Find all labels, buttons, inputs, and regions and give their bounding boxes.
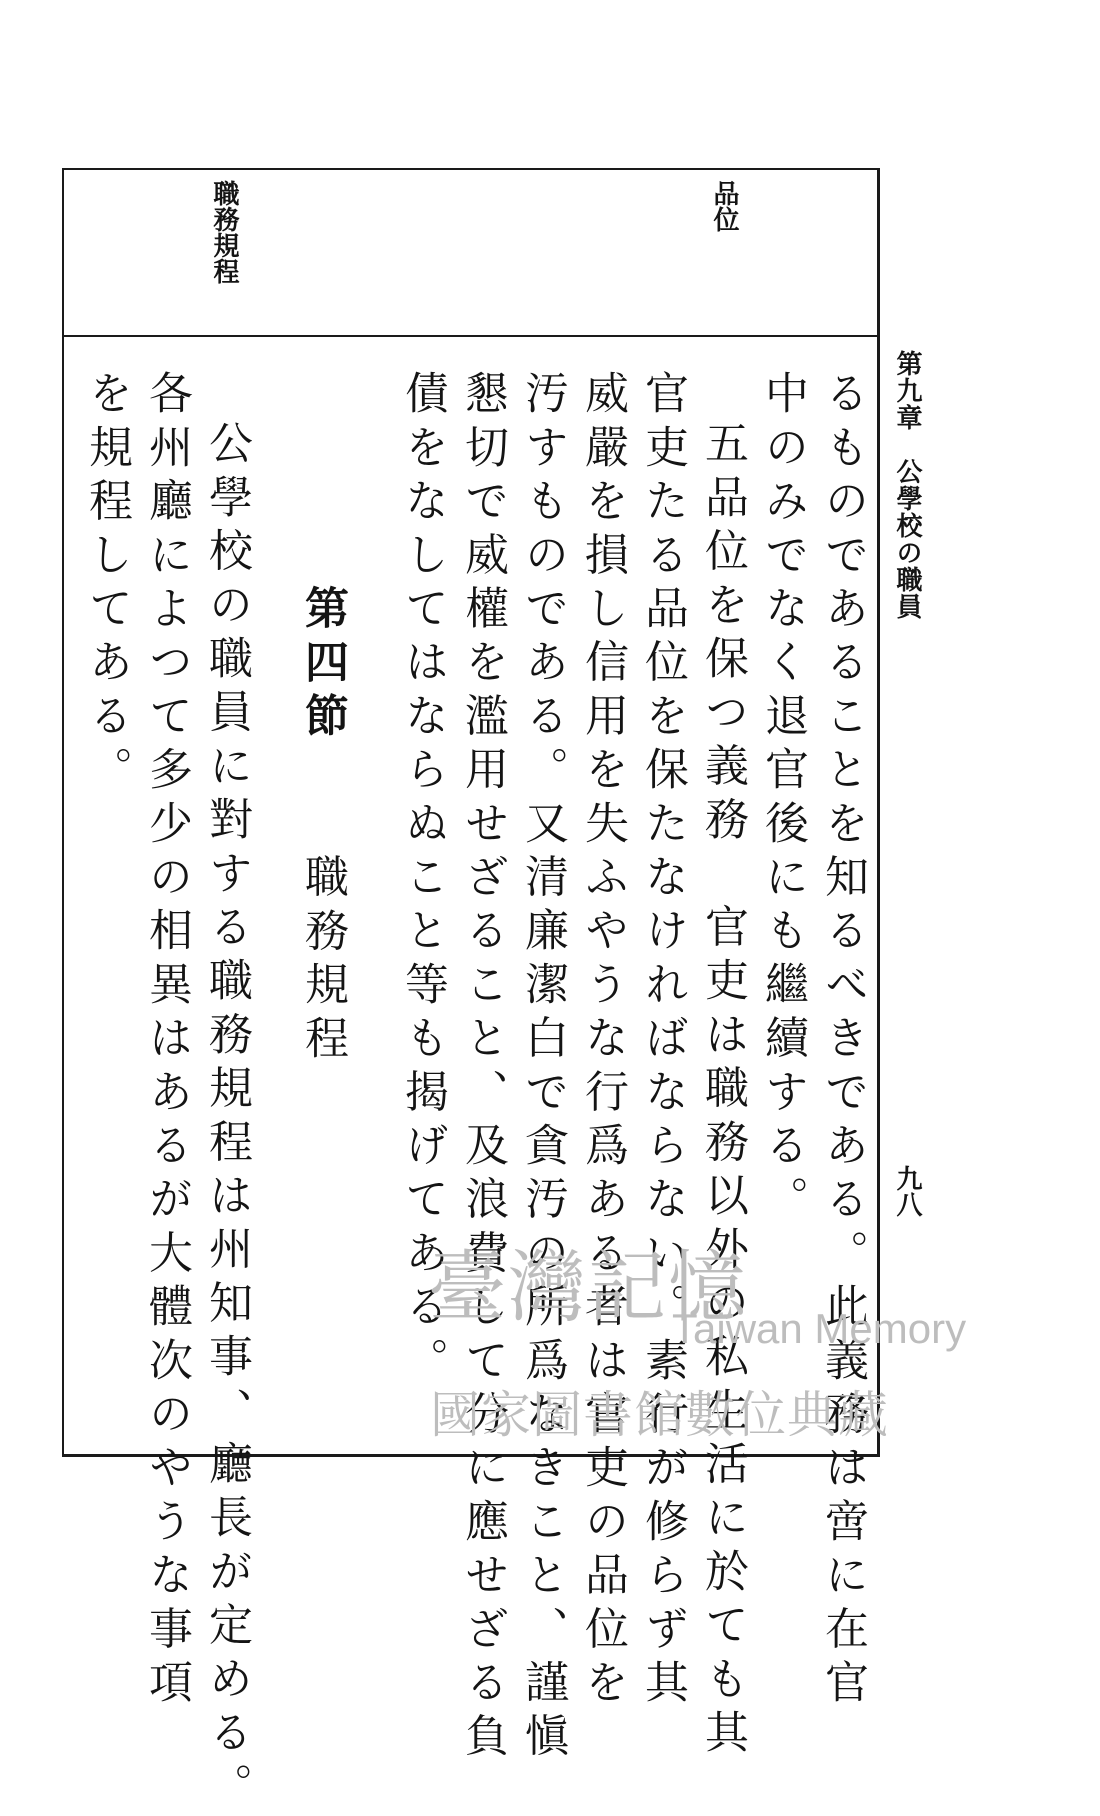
watermark-taiwan-memory-en: Taiwan Memory (672, 1305, 967, 1352)
text-column-8: 債をなしてはならぬこと等も揭げてある。 (397, 370, 448, 1391)
section-title: 職務規程 (297, 853, 348, 1069)
section-heading (297, 585, 348, 1069)
text-column-3: 五品位を保つ義務 官吏は職務以外の私生活に於ても其 (697, 420, 748, 1763)
text-column-2: 中のみでなく退官後にも繼續する。 (757, 370, 808, 1230)
header-note-shokumu-kitei: 職務規程 (209, 180, 239, 284)
text-column-11: を規程してある。 (81, 370, 132, 800)
text-column-9: 公學校の職員に對する職務規程は州知事、廳長が定める。 (201, 420, 252, 1816)
watermark-institution: 國家圖書館數位典藏 (430, 1386, 889, 1444)
column-1-tail: 此義務は啻に在官 (817, 1282, 868, 1713)
page-number: 九八 (892, 1165, 922, 1217)
header-note-hini: 品位 (709, 180, 739, 232)
text-column-5: 威嚴を損し信用を失ふやうな行爲ある者は官吏の品位を (577, 370, 628, 1713)
text-column-10: 各州廳によつて多少の相異はあるが大體次のやうな事項 (141, 370, 192, 1713)
header-divider (62, 335, 880, 337)
text-column-6: 汚すものである。又清廉潔白で貪汚の所爲なきこと、謹愼 (517, 370, 568, 1767)
text-column-1 (817, 370, 868, 1713)
watermark-taiwan-memory-cjk: 臺灣記憶 (428, 1243, 749, 1333)
running-head: 第九章 公學校の職員 (892, 350, 922, 620)
text-column-4: 官吏たる品位を保たなければならない。素行が修らず其 (637, 370, 688, 1713)
section-number: 第四節 (297, 585, 348, 747)
column-1-lead: るものであることを知るべきである。 (817, 370, 868, 1283)
text-column-7: 懇切で威權を濫用せざること、及浪費して分に應せざる負 (457, 370, 508, 1767)
